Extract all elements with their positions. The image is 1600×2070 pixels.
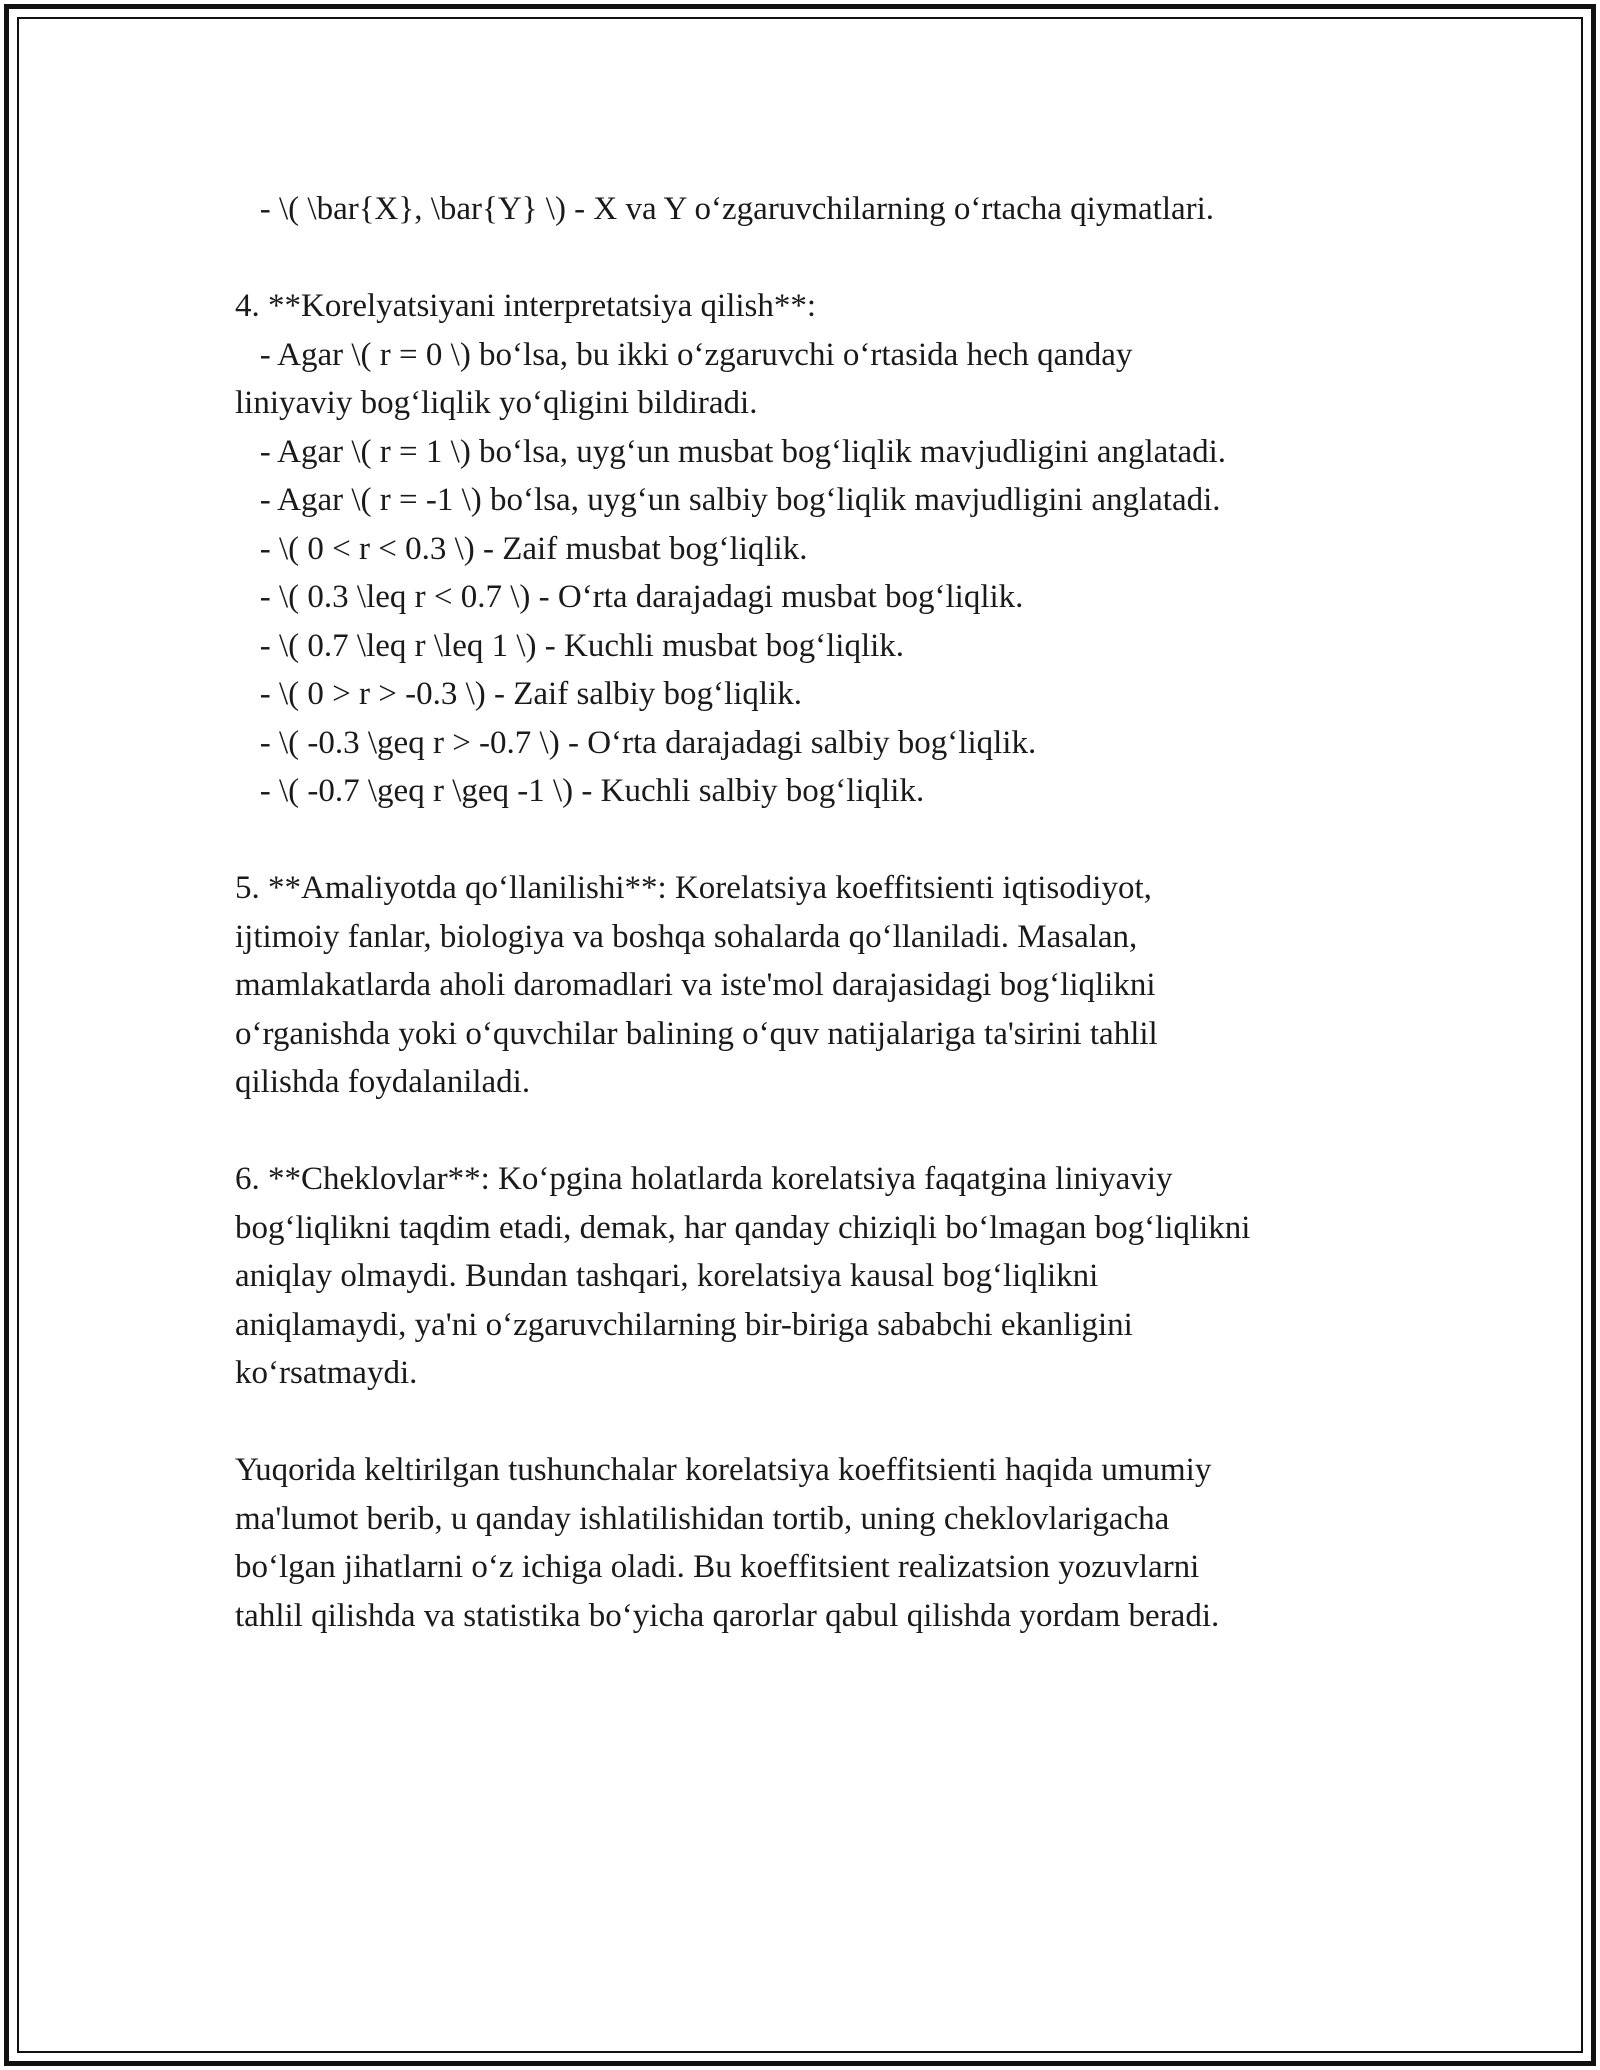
text-line: - Agar \( r = -1 \) bo‘lsa, uyg‘un salbiy bog‘liqlik mavjudligini anglatadi. (235, 482, 1221, 518)
text-line: ko‘rsatmaydi. (235, 1355, 418, 1391)
text-line: - \( 0 > r > -0.3 \) - Zaif salbiy bog‘liqlik. (235, 676, 802, 712)
text-line: Yuqorida keltirilgan tushunchalar korelatsiya koeffitsienti haqida umumiy (235, 1452, 1212, 1488)
text-line: - \( -0.7 \geq r \geq -1 \) - Kuchli salbiy bog‘liqlik. (235, 773, 925, 809)
text-line: bog‘liqlikni taqdim etadi, demak, har qanday chiziqli bo‘lmagan bog‘liqlikni (235, 1209, 1251, 1246)
text-line: qilishda foydalaniladi. (235, 1064, 531, 1100)
blank-line (235, 1398, 1395, 1447)
text-line: - Agar \( r = 0 \) bo‘lsa, bu ikki o‘zgaruvchi o‘rtasida hech qanday (235, 336, 1133, 373)
text-line: - \( 0 < r < 0.3 \) - Zaif musbat bog‘liqlik. (235, 530, 808, 567)
section-heading: 6. **Cheklovlar**: Ko‘pgina holatlarda korelatsiya faqatgina liniyaviy (235, 1161, 1173, 1197)
document-body (235, 185, 1395, 1640)
text-line: mamlakatlarda aholi daromadlari va iste'mol darajasidagi bog‘liqlikni (235, 967, 1156, 1003)
section-heading: 5. **Amaliyotda qo‘llanilishi**: Korelatsiya koeffitsienti iqtisodiyot, (235, 870, 1152, 906)
text-line: ijtimoiy fanlar, biologiya va boshqa sohalarda qo‘llaniladi. Masalan, (235, 918, 1138, 955)
text-line: - \( \bar{X}, \bar{Y} \) - X va Y o‘zgaruvchilarning o‘rtacha qiymatlari. (235, 191, 1215, 227)
text-line: liniyaviy bog‘liqlik yo‘qligini bildiradi. (235, 385, 758, 421)
text-line: - \( -0.3 \geq r > -0.7 \) - O‘rta darajadagi salbiy bog‘liqlik. (235, 724, 1037, 761)
text-line: aniqlamaydi, ya'ni o‘zgaruvchilarning bir-biriga sababchi ekanligini (235, 1306, 1133, 1343)
text-line: tahlil qilishda va statistika bo‘yicha qarorlar qabul qilishda yordam beradi. (235, 1597, 1220, 1634)
blank-line (235, 816, 1395, 865)
text-line: ma'lumot berib, u qanday ishlatilishidan tortib, uning cheklovlarigacha (235, 1500, 1170, 1537)
text-line: o‘rganishda yoki o‘quvchilar balining o‘quv natijalariga ta'sirini tahlil (235, 1015, 1158, 1052)
text-line: - Agar \( r = 1 \) bo‘lsa, uyg‘un musbat bog‘liqlik mavjudligini anglatadi. (235, 433, 1227, 470)
section-heading: 4. **Korelyatsiyani interpretatsiya qilish**: (235, 288, 817, 324)
blank-line (235, 234, 1395, 283)
text-line: bo‘lgan jihatlarni o‘z ichiga oladi. Bu koeffitsient realizatsion yozuvlarni (235, 1549, 1200, 1585)
text-line: - \( 0.7 \leq r \leq 1 \) - Kuchli musbat bog‘liqlik. (235, 627, 905, 664)
text-line: - \( 0.3 \leq r < 0.7 \) - O‘rta darajadagi musbat bog‘liqlik. (235, 579, 1024, 615)
blank-line (235, 1107, 1395, 1156)
text-line: aniqlay olmaydi. Bundan tashqari, korelatsiya kausal bog‘liqlikni (235, 1258, 1099, 1294)
